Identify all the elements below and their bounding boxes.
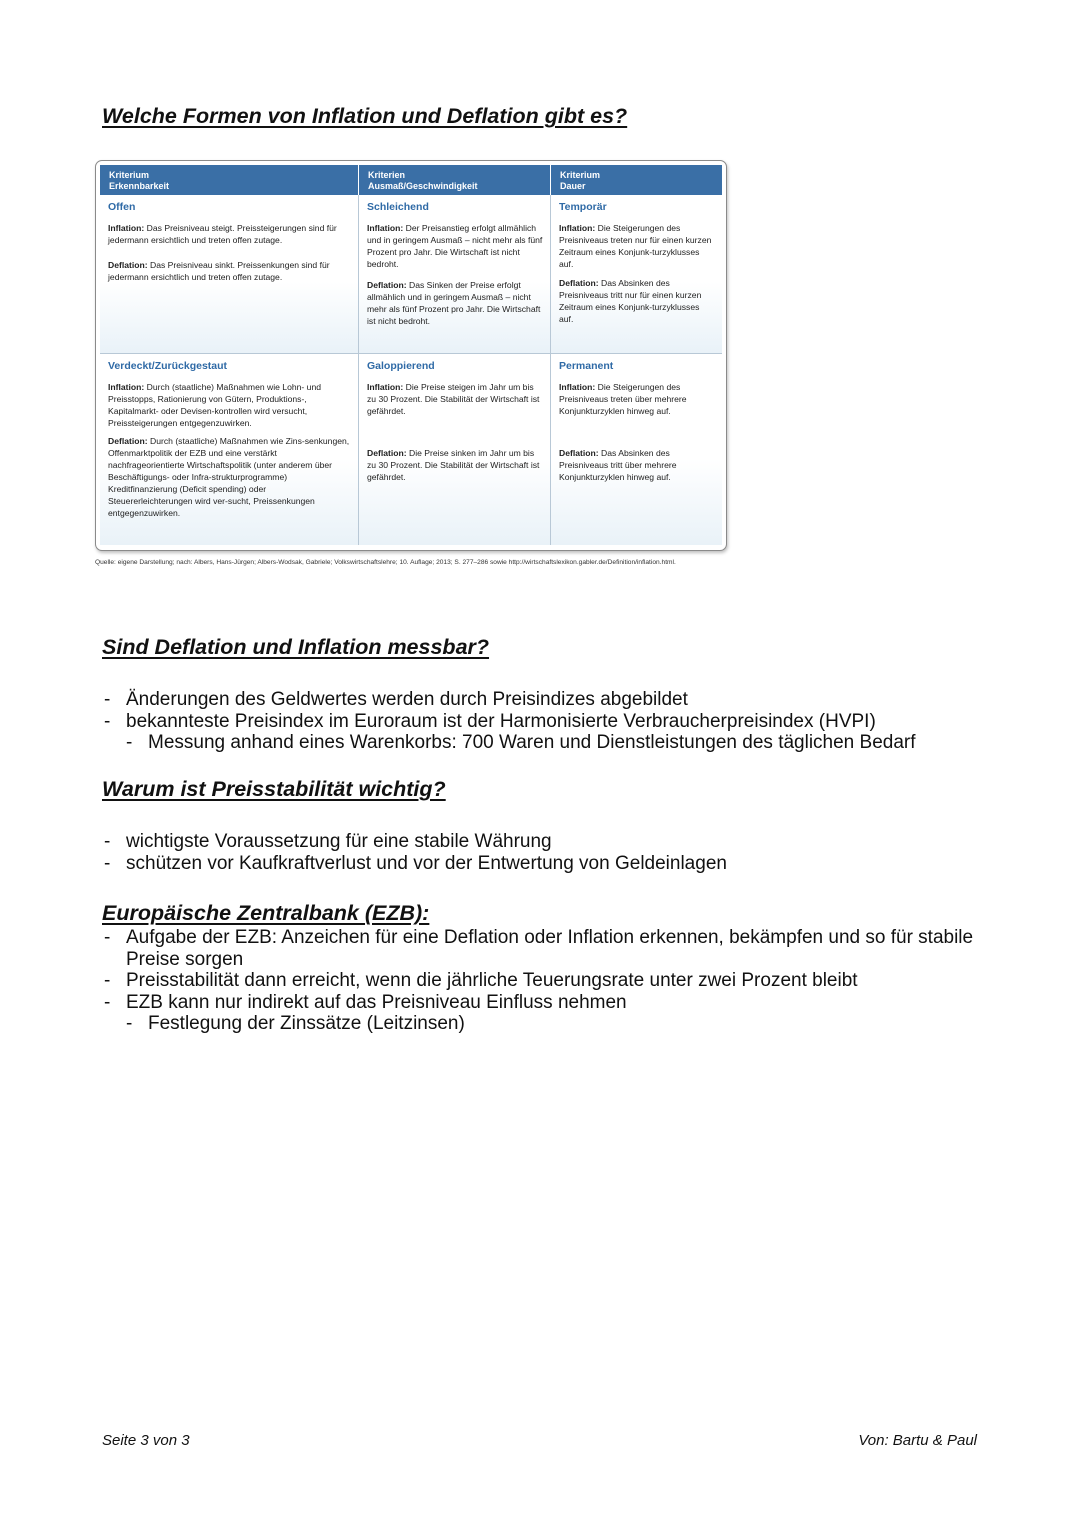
cell-deflation	[559, 277, 715, 325]
label: Deflation:	[559, 278, 599, 288]
cell-title: Schleichend	[367, 201, 429, 213]
list-item: - schützen vor Kaufkraftverlust und vor der Entwertung von Geldeinlagen	[102, 853, 727, 875]
label: Inflation:	[108, 382, 145, 392]
label: Deflation:	[108, 436, 148, 446]
text: Das Absinken des Preisniveaus tritt nur für einen kurzen Zeitraum eines Konjunk-turzyklusses auf.	[559, 278, 702, 324]
cell-title: Temporär	[559, 201, 607, 213]
text: Die Steigerungen des Preisniveaus treten nur für einen kurzen Zeitraum eines Konjunk-turzyklusses auf.	[559, 223, 712, 269]
table-header-ausmass	[359, 165, 550, 195]
cell-deflation	[108, 435, 351, 519]
label: Deflation:	[559, 448, 599, 458]
text: Das Preisniveau sinkt. Preissenkungen sind für jedermann ersichtlich und treten offen zutage.	[108, 260, 330, 282]
cell-inflation	[559, 222, 715, 270]
header-line: Ausmaß/Geschwindigkeit	[368, 181, 478, 191]
cell-offen	[100, 195, 358, 353]
header-line: Dauer	[560, 181, 586, 191]
label: Deflation:	[367, 280, 407, 290]
heading-ezb: Europäische Zentralbank (EZB):	[102, 901, 430, 925]
text: Durch (staatliche) Maßnahmen wie Zins-senkungen, Offenmarktpolitik der EZB und eine verstärkt nachfrageorientierte Wirtschaftspolitik (unter anderem über Beschäftigungs- oder Infra-strukturprogramme) Kreditfinanzierung (Deficit spending) oder Steuererleichterungen wird ver-sucht, Preissenkungen entgegenzuwirken.	[108, 436, 350, 518]
cell-permanent	[551, 354, 722, 545]
cell-deflation	[367, 447, 543, 483]
label: Inflation:	[367, 382, 404, 392]
text: Das Sinken der Preise erfolgt allmählich und in geringem Ausmaß – nicht mehr als fünf Prozent pro Jahr. Die Wirtschaft ist nicht bedroht.	[367, 280, 541, 326]
label: Inflation:	[559, 223, 596, 233]
label: Deflation:	[367, 448, 407, 458]
text: Durch (staatliche) Maßnahmen wie Lohn- und Preisstopps, Rationierung von Gütern, Produktions-, Kapitalmarkt- oder Devisen-kontrollen wird versucht, Preissteigerungen entgegenzuwirken.	[108, 382, 322, 428]
header-line: Kriterium	[560, 170, 601, 180]
table-source: Quelle: eigene Darstellung; nach: Albers, Hans-Jürgen; Albers-Wodsak, Gabriele; Volkswirtschaftslehre; 10. Auflage; 2013; S. 277–286 sowie http://wirtschaftslexikon.gabler.de/Definition/inflation.html.	[95, 559, 676, 566]
label: Deflation:	[108, 260, 148, 270]
heading-price-stability: Warum ist Preisstabilität wichtig?	[102, 777, 446, 801]
text: Der Preisanstieg erfolgt allmählich und in geringem Ausmaß – nicht mehr als fünf Prozent pro Jahr. Die Wirtschaft ist nicht bedroht.	[367, 223, 543, 269]
measurability-list	[102, 689, 916, 754]
text: Die Steigerungen des Preisniveaus treten über mehrere Konjunkturzyklen hinweg auf.	[559, 382, 687, 416]
cell-galoppierend	[359, 354, 550, 545]
heading-inflation-forms: Welche Formen von Inflation und Deflation gibt es?	[102, 104, 628, 128]
text: Das Absinken des Preisniveaus tritt über mehrere Konjunkturzyklen hinweg auf.	[559, 448, 677, 482]
header-line: Kriterien	[368, 170, 406, 180]
cell-inflation	[367, 381, 543, 417]
column-divider	[358, 195, 359, 545]
cell-deflation	[559, 447, 715, 483]
heading-measurability: Sind Deflation und Inflation messbar?	[102, 635, 490, 659]
label: Inflation:	[559, 382, 596, 392]
inflation-forms-table	[95, 160, 727, 551]
price-stability-list	[102, 831, 727, 874]
page-number: Seite 3 von 3	[102, 1432, 190, 1449]
text: Das Preisniveau steigt. Preissteigerungen sind für jedermann ersichtlich und treten offen zutage.	[108, 223, 337, 245]
list-item: - Messung anhand eines Warenkorbs: 700 Waren und Dienstleistungen des täglichen Bedarf	[124, 732, 916, 754]
cell-deflation	[108, 259, 351, 283]
cell-inflation	[559, 381, 715, 417]
list-item: - EZB kann nur indirekt auf das Preisniveau Einfluss nehmen	[102, 992, 982, 1014]
cell-title: Offen	[108, 201, 136, 213]
list-item: - Festlegung der Zinssätze (Leitzinsen)	[124, 1013, 982, 1035]
authors: Von: Bartu & Paul	[858, 1432, 977, 1449]
cell-title: Permanent	[559, 360, 614, 372]
list-item: - wichtigste Voraussetzung für eine stabile Währung	[102, 831, 727, 853]
label: Inflation:	[108, 223, 145, 233]
list-item: - Aufgabe der EZB: Anzeichen für eine Deflation oder Inflation erkennen, bekämpfen und so für stabile Preise sorgen	[102, 927, 982, 970]
column-divider	[550, 195, 551, 545]
header-line: Erkennbarkeit	[109, 181, 170, 191]
cell-schleichend	[359, 195, 550, 353]
table-header-dauer	[551, 165, 722, 195]
row-divider	[100, 353, 722, 354]
cell-title: Galoppierend	[367, 360, 435, 372]
header-line: Kriterium	[109, 170, 150, 180]
text: Die Preise sinken im Jahr um bis zu 30 Prozent. Die Stabilität der Wirtschaft ist gefährdet.	[367, 448, 540, 482]
table-header-erkennbarkeit	[100, 165, 358, 195]
list-item: - Änderungen des Geldwertes werden durch Preisindizes abgebildet	[102, 689, 916, 711]
cell-temporaer	[551, 195, 722, 353]
cell-inflation	[108, 381, 351, 429]
list-item: - Preisstabilität dann erreicht, wenn die jährliche Teuerungsrate unter zwei Prozent bleibt	[102, 970, 982, 992]
cell-verdeckt	[100, 354, 358, 545]
text: Die Preise steigen im Jahr um bis zu 30 Prozent. Die Stabilität der Wirtschaft ist gefährdet.	[367, 382, 540, 416]
list-item: - bekannteste Preisindex im Euroraum ist der Harmonisierte Verbraucherpreisindex (HVPI)	[102, 711, 916, 733]
cell-deflation	[367, 279, 543, 327]
cell-title: Verdeckt/Zurückgestaut	[108, 360, 228, 372]
label: Inflation:	[367, 223, 404, 233]
ezb-list	[102, 927, 982, 1035]
cell-inflation	[367, 222, 543, 270]
cell-inflation	[108, 222, 351, 246]
